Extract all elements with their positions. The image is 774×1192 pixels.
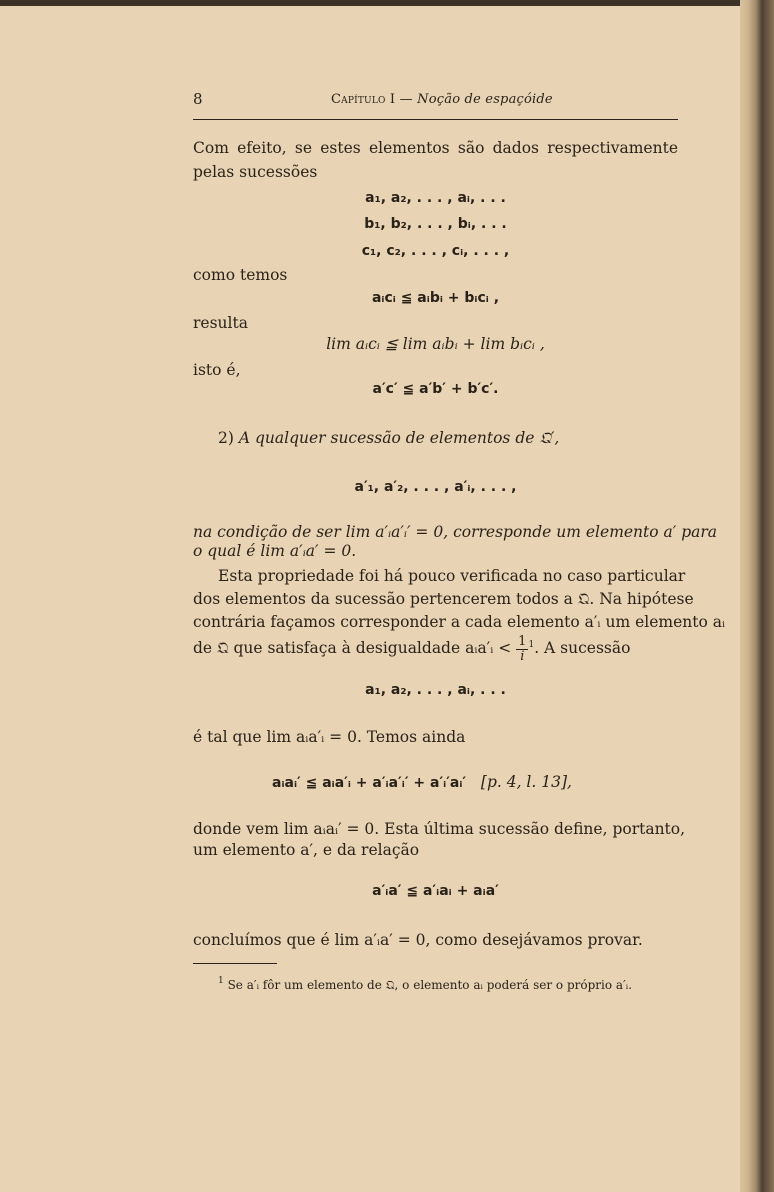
header-rule [193, 119, 678, 120]
paragraph-2-line-2: dos elementos da sucessão pertencerem todos a 𝔔. Na hipótese [193, 590, 694, 608]
paragraph-3-line-1: donde vem lim aᵢaᵢ′ = 0. Esta última sucessão define, portanto, [193, 820, 686, 838]
footnote-text: Se a′ᵢ fôr um elemento de 𝔔, o elemento aᵢ poderá ser o próprio a′ᵢ. [227, 978, 633, 992]
fraction-denominator: i [520, 648, 525, 664]
tal-que-line: é tal que lim aᵢa′ᵢ = 0. Temos ainda [193, 728, 466, 746]
sequence-c: c₁, c₂, . . . , cᵢ, . . . , [361, 243, 510, 259]
footnote-rule [193, 963, 277, 964]
inequality-2 [193, 335, 678, 353]
condition-line-2: o qual é lim a′ᵢa′ = 0. [193, 542, 357, 560]
paragraph-3-line-2: um elemento a′, e da relação [193, 841, 420, 859]
condition-line-1: na condição de ser lim a′ᵢa′ᵢ′ = 0, corresponde um elemento a′ para [193, 523, 718, 541]
label-resulta: resulta [193, 314, 248, 332]
paragraph-2-line-1: Esta propriedade foi há pouco verificada no caso particular [218, 567, 686, 585]
label-como-temos: como temos [193, 266, 288, 284]
sequence-a-second: a₁, a₂, . . . , aᵢ, . . . [365, 682, 506, 698]
desigualdade-text: de 𝔔 que satisfaça à desigualdade aᵢa′ᵢ < [193, 639, 512, 657]
running-head [193, 90, 678, 112]
inequality-4 [272, 772, 572, 793]
paragraph-2-line-3: contrária façamos corresponder a cada elemento a′ᵢ um elemento aᵢ [193, 613, 726, 631]
inequality-4-text: aᵢaᵢ′ ≦ aᵢa′ᵢ + a′ᵢa′ᵢ′ + a′ᵢ′aᵢ′ [272, 775, 467, 791]
inequality-1: aᵢcᵢ ≦ aᵢbᵢ + bᵢcᵢ , [371, 290, 500, 306]
running-title [331, 92, 553, 107]
paragraph-2-line-4 [193, 632, 630, 664]
inequality-5: a′ᵢa′ ≦ a′ᵢaᵢ + aᵢa′ [372, 883, 499, 899]
inequality-2-text: lim aᵢcᵢ ≦ lim aᵢbᵢ + lim bᵢcᵢ , [326, 335, 545, 353]
inequality-3: a′c′ ≦ a′b′ + b′c′. [372, 381, 499, 397]
label-isto-e: isto é, [193, 361, 241, 379]
fraction-numerator: 1 [518, 633, 527, 649]
sequence-a-prime: a′₁, a′₂, . . . , a′ᵢ, . . . , [354, 479, 517, 495]
chapter-label: Capítulo I [331, 92, 396, 107]
fraction-1-over-i [516, 635, 528, 664]
header-dash: — [395, 92, 418, 107]
footnote-mark: 1 [218, 976, 224, 986]
page-number: 8 [193, 90, 203, 108]
paragraph-intro: Com efeito, se estes elementos são dados respectivamente pelas sucessões [193, 139, 678, 181]
item-2-text: A qualquer sucessão de elementos de 𝔔′, [238, 429, 560, 447]
sequence-a: a₁, a₂, . . . , aᵢ, . . . [365, 190, 506, 206]
sequence-b: b₁, b₂, . . . , bᵢ, . . . [364, 216, 507, 232]
conclusion-line: concluímos que é lim a′ᵢa′ = 0, como desejávamos provar. [193, 931, 643, 949]
item-2 [218, 428, 559, 448]
footnote [218, 976, 632, 993]
chapter-title: Noção de espaçóide [417, 92, 553, 107]
a-sucessao-text: . A sucessão [534, 639, 631, 657]
footnote-reference: 1 [528, 640, 535, 650]
book-spine-edge [740, 0, 774, 1192]
item-2-number: 2) [218, 429, 234, 447]
page-line-reference: [p. 4, l. 13], [480, 773, 572, 791]
